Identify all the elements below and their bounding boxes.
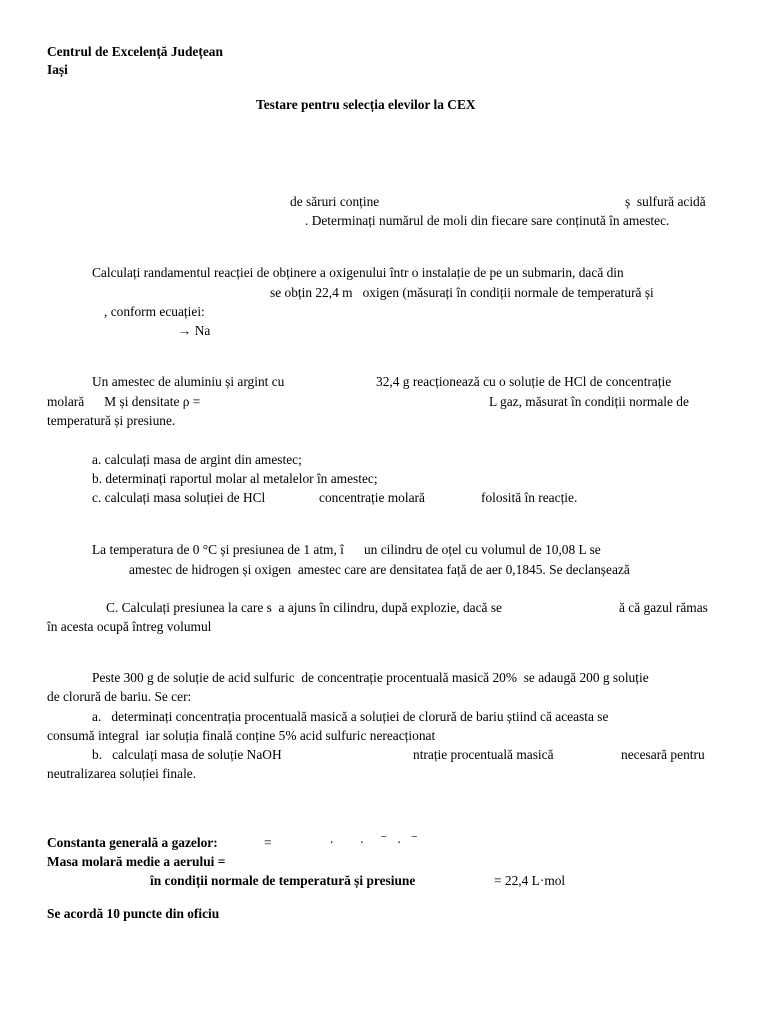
p5-item-b-1-left: b. calculați masa de soluție NaOH — [92, 747, 282, 762]
gas-constant-marks: . . ⁻ . ⁻ — [330, 831, 418, 846]
p3-line1-left: Un amestec de aluminiu și argint cu — [92, 374, 285, 389]
molar-volume-value: = 22,4 L·mol — [494, 873, 566, 888]
p5-item-a-1: a. determinați concentrația procentuală masică a soluției de clorură de bariu știind că aceasta se — [92, 709, 609, 724]
p3-item-c-2: concentrație molară — [319, 490, 425, 505]
p4-line4: în acesta ocupă întreg volumul — [47, 619, 212, 634]
p5-item-a-2: consumă integral iar soluția finală conține 5% acid sulfuric nereacționat — [47, 728, 436, 743]
p4-line3-right: ă că gazul rămas — [619, 600, 708, 615]
p5-item-b-2: neutralizarea soluției finale. — [47, 766, 197, 781]
p5-line2: de clorură de bariu. Se cer: — [47, 689, 192, 704]
document-title: Testare pentru selecția elevilor la CEX — [256, 97, 476, 112]
p1-line1-right: ș sulfură acidă — [625, 194, 706, 209]
p5-line1: Peste 300 g de soluție de acid sulfuric de concentrație procentuală masică 20% se adaugă 200 g soluție — [92, 670, 649, 685]
institution-name: Centrul de Excelență Județean — [47, 44, 223, 59]
p1-line2: . Determinați numărul de moli din fiecare sare conținută în amestec. — [305, 213, 670, 228]
p3-line2-left: molară M și densitate ρ = — [47, 394, 201, 409]
p2-line2: se obțin 22,4 m oxigen (măsurați în condiții normale de temperatură și — [270, 285, 654, 300]
p2-line1: Calculați randamentul reacției de obținere a oxigenului într o instalație de pe un submarin, dacă din — [92, 265, 624, 280]
p3-line3: temperatură și presiune. — [47, 413, 176, 428]
p3-line1-right: 32,4 g reacționează cu o soluție de HCl de concentrație — [376, 374, 672, 389]
p4-line3-left: C. Calculați presiunea la care s a ajuns în cilindru, după explozie, dacă se — [106, 600, 502, 615]
gas-constant-label: Constanta generală a gazelor: — [47, 835, 218, 850]
p3-line2-right: L gaz, măsurat în condiții normale de — [489, 394, 689, 409]
p5-item-b-1-mid: ntrație procentuală masică — [413, 747, 554, 762]
p3-item-b: b. determinați raportul molar al metalelor în amestec; — [92, 471, 378, 486]
p3-item-c-1: c. calculați masa soluției de HCl — [92, 490, 266, 505]
p3-item-a: a. calculați masa de argint din amestec; — [92, 452, 302, 467]
bonus-points: Se acordă 10 puncte din oficiu — [47, 906, 220, 921]
p1-line1-left: de săruri conține — [290, 194, 380, 209]
p2-equation: → Na — [178, 323, 211, 338]
p2-line3: , conform ecuației: — [104, 304, 205, 319]
institution-city: Iași — [47, 62, 68, 77]
normal-conditions-label: în condiții normale de temperatură și presiune — [150, 873, 416, 888]
p3-item-c-3: folosită în reacție. — [481, 490, 578, 505]
p5-item-b-1-right: necesară pentru — [621, 747, 705, 762]
gas-constant-equals: = — [264, 835, 272, 850]
p4-line1: La temperatura de 0 °C și presiunea de 1 atm, î un cilindru de oțel cu volumul de 10,08 L se — [92, 542, 601, 557]
air-molar-mass-label: Masa molară medie a aerului = — [47, 854, 226, 869]
p4-line2: amestec de hidrogen și oxigen amestec care are densitatea față de aer 0,1845. Se declanșează — [129, 562, 630, 577]
